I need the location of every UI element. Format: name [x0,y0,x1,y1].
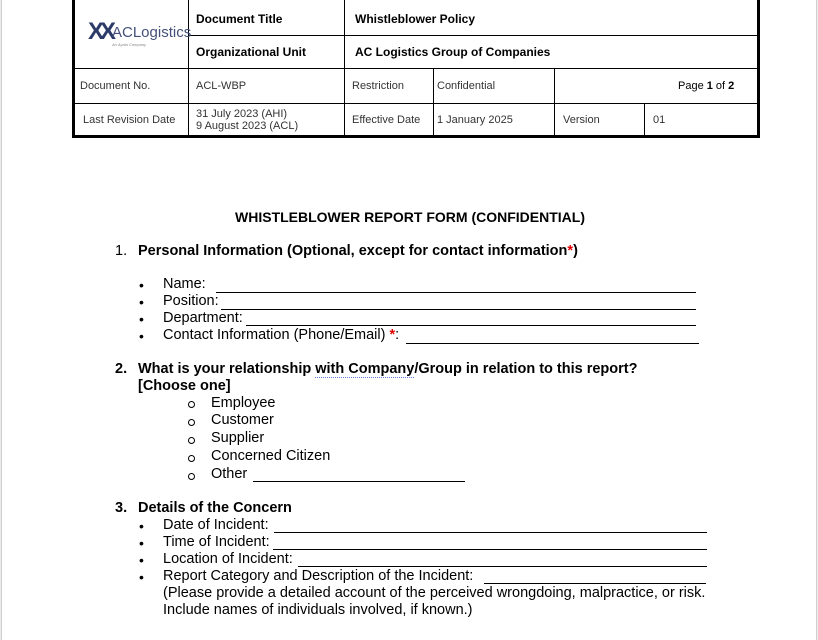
effective-date-label: Effective Date [352,114,421,126]
time-of-incident-label: Time of Incident: [163,534,270,550]
org-unit-value: AC Logistics Group of Companies [355,45,551,59]
page-indicator: Page 1 of 2 [678,80,735,92]
section-2-heading: What is your relationship with Company/Group in relation to this report? [138,361,638,377]
effective-date-value: 1 January 2025 [437,114,513,126]
option-supplier-radio[interactable] [188,437,195,444]
logo-mark-icon: XX [88,18,113,45]
contact-info-field[interactable] [406,343,699,344]
doc-no-value: ACL-WBP [196,80,247,92]
version-value: 01 [653,114,666,126]
logo-tagline: An Ayala Company [112,42,147,47]
option-other-label: Other [211,466,248,482]
doc-title-label: Document Title [196,12,283,26]
option-other-radio[interactable] [188,473,195,480]
page-edge-left [1,0,2,640]
restriction-value: Confidential [437,80,496,92]
section-1-number: 1. [115,243,128,259]
last-revision-value-2: 9 August 2023 (ACL) [196,120,299,132]
description-note-line-2: Include names of individuals involved, if known.) [163,602,473,618]
date-of-incident-field[interactable] [274,532,707,533]
option-citizen-label: Concerned Citizen [211,448,331,464]
section-3-number: 3. [115,500,128,516]
department-label: Department: [163,310,243,326]
doc-title-value: Whistleblower Policy [355,12,476,26]
time-of-incident-field[interactable] [273,549,707,550]
department-field[interactable] [246,325,696,326]
doc-no-label: Document No. [80,80,151,92]
version-label: Version [563,114,600,126]
last-revision-value-1: 31 July 2023 (AHI) [196,108,288,120]
section-2-number: 2. [115,361,128,377]
form-title: WHISTLEBLOWER REPORT FORM (CONFIDENTIAL) [235,209,585,225]
restriction-label: Restriction [352,80,404,92]
contact-info-label: Contact Information (Phone/Email) *: [163,327,400,343]
document-page: XX ACLogistics An Ayala Company Document Title Whistleblower Policy Organizational Unit AC Logistics Group of Companies Document No. ACL-WBP Restriction Confidential Page 1 of 2 Last Revision Date 31 July 2023 (AHI) 9 August 2023 (ACL) Effective Date 1 January 2025 Version 01 WHISTLEBLOWER REPORT FORM (CONFIDENTIAL) 1. Personal Information (Optional, except for contact information*) • Name: • Position: • Department: • Contact Information (Phone/Email) *: 2. What is your relationship with Company/Group in relation to this report? [Choose one] Employee Customer Supplier Concerned Citizen Other 3. Details of the Concern • Date of Incident: • Time of Incident: • Location of Incident: • Report Category and Description of the Incident: (Please provide a detailed account of the perceived wrongdoing, malpractice, or risk. Include names of individuals involved, if known.) [1,0,817,640]
option-supplier-label: Supplier [211,430,265,446]
name-label: Name: [163,276,206,292]
company-logo [88,18,192,52]
name-field[interactable] [216,292,696,293]
option-employee-radio[interactable] [188,401,195,408]
option-employee-label: Employee [211,395,276,411]
option-citizen-radio[interactable] [188,455,195,462]
position-label: Position: [163,293,219,309]
document-header-table [72,0,760,138]
location-of-incident-field[interactable] [298,566,707,567]
section-3-heading: Details of the Concern [138,500,292,516]
section-2-instruction: [Choose one] [138,378,231,394]
description-note-line-1: (Please provide a detailed account of the perceived wrongdoing, malpractice, or risk. [163,585,706,601]
option-customer-label: Customer [211,412,274,428]
option-customer-radio[interactable] [188,419,195,426]
page-edge-right [816,0,817,640]
report-category-label: Report Category and Description of the Incident: [163,568,474,584]
option-other-field[interactable] [253,481,465,482]
location-of-incident-label: Location of Incident: [163,551,293,567]
report-category-field[interactable] [484,583,706,584]
logo-wordmark: ACLogistics [112,24,192,41]
date-of-incident-label: Date of Incident: [163,517,269,533]
section-1-heading: Personal Information (Optional, except for contact information*) [138,243,578,259]
position-field[interactable] [221,309,696,310]
org-unit-label: Organizational Unit [196,45,307,59]
last-revision-label: Last Revision Date [83,114,176,126]
